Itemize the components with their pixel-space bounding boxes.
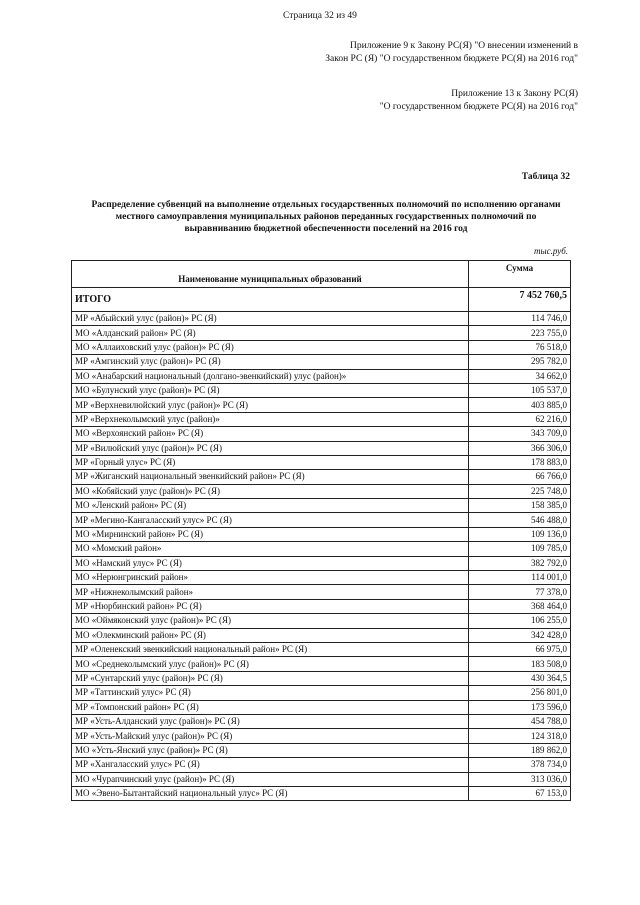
annex-note-9-line-2: Закон РС (Я) "О государственном бюджете РС(Я) на 2016 год" [325,53,578,64]
table-row [72,571,571,585]
table-row [72,714,571,728]
subsidy-amount: 183 508,0 [469,657,571,671]
subsidy-amount: 66 766,0 [469,470,571,484]
table-row [72,312,571,326]
municipality-name: МО «Нерюнгринский район» [72,571,469,585]
subsidy-table [71,260,571,801]
municipality-name: МР «Верхнеколымский улус (район)» [72,412,469,426]
subsidy-amount: 114 001,0 [469,571,571,585]
municipality-name: МО «Эвено-Бытантайский национальный улус» РС (Я) [72,786,469,800]
table-header-row [72,261,571,288]
municipality-name: МР «Усть-Майский улус (район)» РС (Я) [72,729,469,743]
municipality-name: МО «Момский район» [72,542,469,556]
table-number: Таблица 32 [521,172,570,182]
table-row [72,340,571,354]
subsidy-amount: 158 385,0 [469,499,571,513]
annex-note-13-line-1: Приложение 13 к Закону РС(Я) [451,89,578,99]
subsidy-amount: 67 153,0 [469,786,571,800]
table-row [72,369,571,383]
subsidy-amount: 366 306,0 [469,441,571,455]
table-row [72,700,571,714]
subsidy-amount: 34 662,0 [469,369,571,383]
title-line-3: выравниванию бюджетной обеспеченности поселений на 2016 год [184,224,468,234]
title-line-2: местного самоуправления муниципальных районов переданных государственных полномочий по [115,212,537,222]
table-row [72,628,571,642]
municipality-name: МР «Томпонский район» РС (Я) [72,700,469,714]
subsidy-amount: 430 364,5 [469,671,571,685]
municipality-name: МО «Чурапчинский улус (район)» РС (Я) [72,772,469,786]
subsidy-amount: 124 318,0 [469,729,571,743]
municipality-name: МО «Мирнинский район» РС (Я) [72,527,469,541]
total-row [72,288,571,312]
table-row [72,686,571,700]
municipality-name: МО «Верхоянский район» РС (Я) [72,427,469,441]
table-row [72,772,571,786]
table-row [72,542,571,556]
annex-note-13 [380,88,578,113]
municipality-name: МО «Анабарский национальный (долгано-эвенкийский) улус (район)» [72,369,469,383]
table-row [72,527,571,541]
municipality-name: МР «Хангаласский улус» РС (Я) [72,758,469,772]
subsidy-amount: 546 488,0 [469,513,571,527]
annex-note-13-line-2: "О государственном бюджете РС(Я) на 2016 год" [379,101,578,112]
subsidy-amount: 76 518,0 [469,340,571,354]
subsidy-amount: 313 036,0 [469,772,571,786]
column-header-sum: Сумма [469,261,571,288]
subsidy-amount: 114 746,0 [469,312,571,326]
municipality-name: МР «Горный улус» РС (Я) [72,455,469,469]
municipality-name: МР «Усть-Алданский улус (район)» РС (Я) [72,714,469,728]
municipality-name: МО «Среднеколымский улус (район)» РС (Я) [72,657,469,671]
municipality-name: МО «Кобяйский улус (район)» РС (Я) [72,484,469,498]
table-row [72,671,571,685]
subsidy-amount: 105 537,0 [469,383,571,397]
subsidy-amount: 106 255,0 [469,614,571,628]
municipality-name: МО «Намский улус» РС (Я) [72,556,469,570]
table-row [72,743,571,757]
subsidy-amount: 378 734,0 [469,758,571,772]
subsidy-amount: 77 378,0 [469,585,571,599]
table-row [72,599,571,613]
page-number: Страница 32 из 49 [283,11,357,21]
table-row [72,585,571,599]
subsidy-amount: 173 596,0 [469,700,571,714]
table-row [72,484,571,498]
subsidy-amount: 109 785,0 [469,542,571,556]
subsidy-amount: 342 428,0 [469,628,571,642]
subsidy-amount: 295 782,0 [469,355,571,369]
subsidy-amount: 109 136,0 [469,527,571,541]
municipality-name: МР «Таттинский улус» РС (Я) [72,686,469,700]
table-row [72,657,571,671]
municipality-name: МР «Амгинский улус (район)» РС (Я) [72,355,469,369]
annex-note-9-line-1: Приложение 9 к Закону РС(Я) "О внесении изменений в [350,41,578,51]
subsidy-amount: 225 748,0 [469,484,571,498]
municipality-name: МР «Абыйский улус (район)» РС (Я) [72,312,469,326]
municipality-name: МО «Оймяконский улус (район)» РС (Я) [72,614,469,628]
table-row [72,758,571,772]
table-row [72,326,571,340]
table-row [72,412,571,426]
table-row [72,355,571,369]
municipality-name: МР «Вилюйский улус (район)» РС (Я) [72,441,469,455]
subsidy-amount: 256 801,0 [469,686,571,700]
total-value: 7 452 760,5 [469,288,571,312]
subsidy-amount: 223 755,0 [469,326,571,340]
table-row [72,729,571,743]
municipality-name: МР «Нижнеколымский район» [72,585,469,599]
municipality-name: МО «Аллаиховский улус (район)» РС (Я) [72,340,469,354]
annex-note-9 [325,40,578,65]
municipality-name: МР «Жиганский национальный эвенкийский район» РС (Я) [72,470,469,484]
table-row [72,642,571,656]
total-label: ИТОГО [72,288,469,312]
municipality-name: МР «Мегино-Кангаласский улус» РС (Я) [72,513,469,527]
subsidy-amount: 382 792,0 [469,556,571,570]
municipality-name: МО «Олекминский район» РС (Я) [72,628,469,642]
municipality-name: МО «Ленский район» РС (Я) [72,499,469,513]
subsidy-amount: 66 975,0 [469,642,571,656]
municipality-name: МР «Нюрбинский район» РС (Я) [72,599,469,613]
table-row [72,398,571,412]
column-header-name: Наименование муниципальных образований [72,261,469,288]
table-row [72,383,571,397]
table-row [72,513,571,527]
title-line-1: Распределение субвенций на выполнение отдельных государственных полномочий по исполнению органами [91,200,561,210]
table-row [72,786,571,800]
table-row [72,614,571,628]
municipality-name: МР «Верхневилюйский улус (район)» РС (Я) [72,398,469,412]
municipality-name: МО «Алданский район» РС (Я) [72,326,469,340]
subsidy-amount: 62 216,0 [469,412,571,426]
subsidy-amount: 343 709,0 [469,427,571,441]
subsidy-amount: 403 885,0 [469,398,571,412]
units-label: тыс.руб. [534,246,568,256]
table-row [72,455,571,469]
municipality-name: МО «Булунский улус (район)» РС (Я) [72,383,469,397]
table-row [72,556,571,570]
document-title [76,199,576,235]
table-row [72,499,571,513]
subsidy-amount: 189 862,0 [469,743,571,757]
subsidy-amount: 368 464,0 [469,599,571,613]
table-row [72,470,571,484]
table-row [72,441,571,455]
table-row [72,427,571,441]
subsidy-amount: 454 788,0 [469,714,571,728]
municipality-name: МР «Сунтарский улус (район)» РС (Я) [72,671,469,685]
municipality-name: МО «Усть-Янский улус (район)» РС (Я) [72,743,469,757]
municipality-name: МР «Оленекский эвенкийский национальный район» РС (Я) [72,642,469,656]
subsidy-amount: 178 883,0 [469,455,571,469]
